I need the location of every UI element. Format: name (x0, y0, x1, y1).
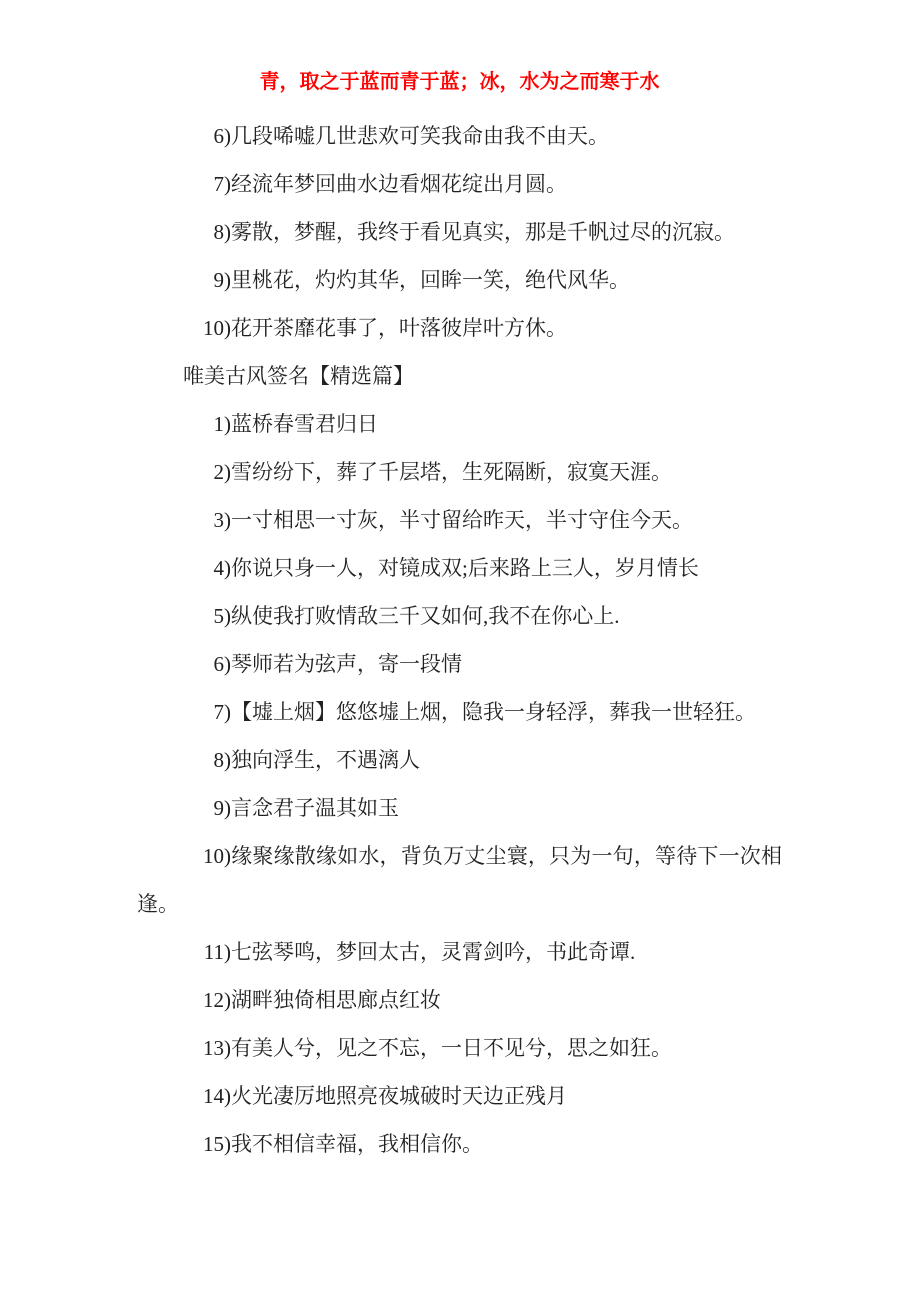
item-text: 言念君子温其如玉 (231, 796, 399, 820)
item-number: 10) (203, 316, 231, 340)
section-title: 唯美古风签名【精选篇】 (183, 364, 414, 388)
item-number: 13) (203, 1036, 231, 1060)
item-number: 8) (213, 220, 231, 244)
list-item (137, 304, 782, 352)
item-number: 15) (203, 1132, 231, 1156)
list-item (137, 208, 782, 256)
list-item (137, 640, 782, 688)
item-text: 我不相信幸福，我相信你。 (231, 1132, 483, 1156)
list-item (137, 832, 782, 928)
item-text: 有美人兮，见之不忘，一日不见兮，思之如狂。 (231, 1036, 672, 1060)
item-text: 雪纷纷下，葬了千层塔，生死隔断，寂寞天涯。 (231, 460, 672, 484)
list-item (137, 160, 782, 208)
signature-list-top (137, 112, 782, 352)
list-item (137, 256, 782, 304)
document-header-quote: 青，取之于蓝而青于蓝；冰，水为之而寒于水 (259, 71, 660, 93)
item-number: 6) (213, 652, 231, 676)
list-item (137, 688, 782, 736)
item-text: 独向浮生，不遇漓人 (231, 748, 420, 772)
list-item (137, 400, 782, 448)
item-text: 湖畔独倚相思廊点红妆 (231, 988, 441, 1012)
item-number: 7) (213, 700, 231, 724)
list-item (137, 592, 782, 640)
list-item (137, 112, 782, 160)
item-text: 七弦琴鸣，梦回太古，灵霄剑吟，书此奇谭. (231, 940, 636, 964)
item-text: 蓝桥春雪君归日 (231, 412, 378, 436)
item-number: 2) (213, 460, 231, 484)
item-number: 8) (213, 748, 231, 772)
item-text: 纵使我打败情敌三千又如何,我不在你心上. (231, 604, 620, 628)
item-number: 10) (203, 844, 231, 868)
item-text: 【墟上烟】悠悠墟上烟，隐我一身轻浮，葬我一世轻狂。 (231, 700, 756, 724)
list-item (137, 1120, 782, 1168)
list-item (137, 736, 782, 784)
item-number: 6) (213, 124, 231, 148)
list-item (137, 1024, 782, 1072)
item-number: 9) (213, 796, 231, 820)
item-text: 经流年梦回曲水边看烟花绽出月圆。 (231, 172, 567, 196)
item-number: 3) (213, 508, 231, 532)
list-item (137, 976, 782, 1024)
item-text: 一寸相思一寸灰，半寸留给昨天，半寸守住今天。 (231, 508, 693, 532)
list-item (137, 928, 782, 976)
item-number: 7) (213, 172, 231, 196)
item-number: 12) (203, 988, 231, 1012)
item-number: 11) (203, 940, 231, 964)
list-item (137, 496, 782, 544)
item-number: 9) (213, 268, 231, 292)
item-number: 14) (203, 1084, 231, 1108)
item-text: 花开茶靡花事了，叶落彼岸叶方休。 (231, 316, 567, 340)
item-number: 4) (213, 556, 231, 580)
item-text: 琴师若为弦声，寄一段情 (231, 652, 462, 676)
list-item (137, 544, 782, 592)
item-text: 里桃花，灼灼其华，回眸一笑，绝代风华。 (231, 268, 630, 292)
item-text: 雾散，梦醒，我终于看见真实，那是千帆过尽的沉寂。 (231, 220, 735, 244)
item-text: 你说只身一人，对镜成双;后来路上三人，岁月情长 (231, 556, 699, 580)
list-item (137, 784, 782, 832)
list-item (137, 1072, 782, 1120)
signature-list-selected (137, 400, 782, 1168)
list-item (137, 448, 782, 496)
item-number: 5) (213, 604, 231, 628)
item-text: 缘聚缘散缘如水，背负万丈尘寰，只为一句，等待下一次相逢。 (137, 844, 782, 916)
item-text: 火光凄厉地照亮夜城破时天边正残月 (231, 1084, 567, 1108)
item-number: 1) (213, 412, 231, 436)
item-text: 几段唏嘘几世悲欢可笑我命由我不由天。 (231, 124, 609, 148)
